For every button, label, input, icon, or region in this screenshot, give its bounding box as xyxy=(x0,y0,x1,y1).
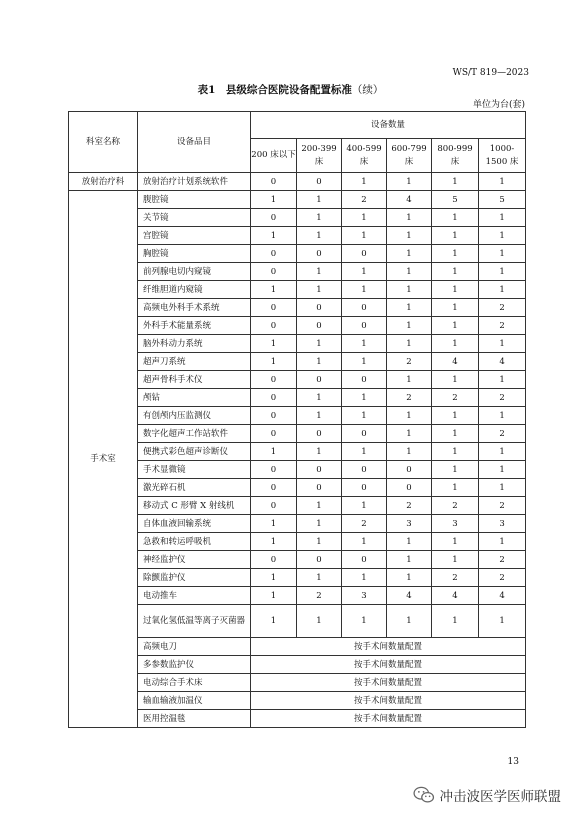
header-bed-col: 200 床以下 xyxy=(251,139,297,173)
value-cell: 1 xyxy=(342,173,387,191)
value-cell: 1 xyxy=(387,533,432,551)
value-cell: 3 xyxy=(342,587,387,605)
value-cell: 2 xyxy=(297,587,342,605)
value-cell: 1 xyxy=(297,263,342,281)
item-cell: 有创颅内压监测仪 xyxy=(138,407,251,425)
value-cell: 0 xyxy=(251,551,297,569)
header-bed-col: 400-599 床 xyxy=(342,139,387,173)
value-cell: 4 xyxy=(479,587,526,605)
value-cell: 1 xyxy=(479,281,526,299)
value-cell: 1 xyxy=(342,263,387,281)
value-cell: 1 xyxy=(251,335,297,353)
value-cell: 2 xyxy=(479,497,526,515)
value-cell: 3 xyxy=(479,515,526,533)
value-cell: 1 xyxy=(251,515,297,533)
value-cell: 0 xyxy=(251,389,297,407)
value-cell: 2 xyxy=(387,497,432,515)
value-cell: 1 xyxy=(479,407,526,425)
table-row xyxy=(69,245,526,263)
value-cell: 1 xyxy=(297,533,342,551)
value-cell: 1 xyxy=(387,371,432,389)
value-cell: 0 xyxy=(251,425,297,443)
value-cell: 1 xyxy=(342,389,387,407)
value-cell: 1 xyxy=(251,443,297,461)
span-cell: 按手术间数量配置 xyxy=(251,674,526,692)
value-cell: 2 xyxy=(479,389,526,407)
value-cell: 1 xyxy=(479,227,526,245)
value-cell: 1 xyxy=(387,407,432,425)
item-cell: 多参数监护仪 xyxy=(138,656,251,674)
table-row xyxy=(69,317,526,335)
value-cell: 0 xyxy=(342,425,387,443)
value-cell: 1 xyxy=(432,299,479,317)
item-cell: 超声骨科手术仪 xyxy=(138,371,251,389)
item-cell: 胸腔镜 xyxy=(138,245,251,263)
table-row xyxy=(69,299,526,317)
value-cell: 1 xyxy=(251,281,297,299)
value-cell: 0 xyxy=(342,299,387,317)
value-cell: 1 xyxy=(387,173,432,191)
value-cell: 1 xyxy=(387,551,432,569)
value-cell: 2 xyxy=(432,389,479,407)
value-cell: 1 xyxy=(297,227,342,245)
value-cell: 0 xyxy=(297,461,342,479)
item-cell: 除颤监护仪 xyxy=(138,569,251,587)
value-cell: 1 xyxy=(432,605,479,638)
value-cell: 0 xyxy=(251,479,297,497)
value-cell: 1 xyxy=(387,209,432,227)
item-cell: 数字化超声工作站软件 xyxy=(138,425,251,443)
table-row xyxy=(69,656,526,674)
value-cell: 1 xyxy=(432,245,479,263)
value-cell: 1 xyxy=(342,407,387,425)
value-cell: 0 xyxy=(251,407,297,425)
value-cell: 0 xyxy=(251,245,297,263)
value-cell: 1 xyxy=(387,227,432,245)
table-title-main: 表1 县级综合医院设备配置标准 xyxy=(197,84,352,96)
value-cell: 1 xyxy=(432,443,479,461)
value-cell: 1 xyxy=(479,245,526,263)
value-cell: 1 xyxy=(387,317,432,335)
value-cell: 0 xyxy=(342,371,387,389)
value-cell: 1 xyxy=(297,353,342,371)
value-cell: 0 xyxy=(251,263,297,281)
value-cell: 1 xyxy=(342,227,387,245)
header-bed-col: 800-999 床 xyxy=(432,139,479,173)
value-cell: 1 xyxy=(342,209,387,227)
value-cell: 2 xyxy=(342,515,387,533)
value-cell: 2 xyxy=(479,317,526,335)
value-cell: 0 xyxy=(342,245,387,263)
value-cell: 0 xyxy=(251,173,297,191)
item-cell: 宫腔镜 xyxy=(138,227,251,245)
value-cell: 1 xyxy=(432,317,479,335)
table-row xyxy=(69,191,526,209)
value-cell: 1 xyxy=(342,443,387,461)
value-cell: 1 xyxy=(387,443,432,461)
value-cell: 0 xyxy=(297,245,342,263)
value-cell: 2 xyxy=(479,425,526,443)
item-cell: 过氧化氢低温等离子灭菌器 xyxy=(138,605,251,638)
table-title-continued: （续） xyxy=(351,84,384,96)
value-cell: 1 xyxy=(297,569,342,587)
item-cell: 外科手术能量系统 xyxy=(138,317,251,335)
value-cell: 1 xyxy=(342,569,387,587)
value-cell: 1 xyxy=(479,461,526,479)
value-cell: 0 xyxy=(251,209,297,227)
table-row xyxy=(69,227,526,245)
value-cell: 1 xyxy=(479,371,526,389)
table-row xyxy=(69,173,526,191)
value-cell: 1 xyxy=(297,191,342,209)
value-cell: 1 xyxy=(479,533,526,551)
value-cell: 0 xyxy=(251,371,297,389)
value-cell: 1 xyxy=(297,605,342,638)
value-cell: 1 xyxy=(387,335,432,353)
table-row xyxy=(69,371,526,389)
value-cell: 1 xyxy=(251,605,297,638)
value-cell: 0 xyxy=(297,425,342,443)
header-dept: 科室名称 xyxy=(69,112,138,173)
value-cell: 2 xyxy=(387,353,432,371)
header-item: 设备品目 xyxy=(138,112,251,173)
item-cell: 放射治疗计划系统软件 xyxy=(138,173,251,191)
value-cell: 4 xyxy=(387,587,432,605)
header-bed-col: 600-799 床 xyxy=(387,139,432,173)
item-cell: 腹腔镜 xyxy=(138,191,251,209)
value-cell: 2 xyxy=(479,299,526,317)
value-cell: 5 xyxy=(432,191,479,209)
table-row xyxy=(69,551,526,569)
table-row xyxy=(69,692,526,710)
value-cell: 1 xyxy=(432,371,479,389)
table-row xyxy=(69,443,526,461)
item-cell: 输血输液加温仪 xyxy=(138,692,251,710)
table-row xyxy=(69,605,526,638)
value-cell: 1 xyxy=(479,443,526,461)
value-cell: 1 xyxy=(479,173,526,191)
value-cell: 1 xyxy=(479,479,526,497)
value-cell: 1 xyxy=(297,407,342,425)
item-cell: 脑外科动力系统 xyxy=(138,335,251,353)
value-cell: 1 xyxy=(342,533,387,551)
dept-cell: 手术室 xyxy=(69,191,138,728)
value-cell: 1 xyxy=(387,299,432,317)
watermark xyxy=(413,785,562,805)
table-row xyxy=(69,263,526,281)
value-cell: 0 xyxy=(387,479,432,497)
value-cell: 1 xyxy=(387,263,432,281)
value-cell: 2 xyxy=(342,191,387,209)
table-row xyxy=(69,425,526,443)
table-row xyxy=(69,479,526,497)
item-cell: 手术显微镜 xyxy=(138,461,251,479)
header-bed-col: 200-399 床 xyxy=(297,139,342,173)
table-row xyxy=(69,710,526,728)
equipment-table xyxy=(68,111,526,728)
value-cell: 1 xyxy=(251,533,297,551)
wechat-icon xyxy=(413,786,435,804)
value-cell: 0 xyxy=(342,461,387,479)
value-cell: 1 xyxy=(297,443,342,461)
value-cell: 1 xyxy=(297,497,342,515)
table-row xyxy=(69,497,526,515)
table-row xyxy=(69,515,526,533)
item-cell: 高频电外科手术系统 xyxy=(138,299,251,317)
span-cell: 按手术间数量配置 xyxy=(251,692,526,710)
value-cell: 2 xyxy=(387,389,432,407)
value-cell: 2 xyxy=(479,569,526,587)
value-cell: 1 xyxy=(387,605,432,638)
item-cell: 颅钻 xyxy=(138,389,251,407)
value-cell: 1 xyxy=(479,335,526,353)
value-cell: 1 xyxy=(432,209,479,227)
value-cell: 1 xyxy=(342,353,387,371)
value-cell: 1 xyxy=(432,281,479,299)
value-cell: 0 xyxy=(251,461,297,479)
value-cell: 0 xyxy=(297,299,342,317)
value-cell: 0 xyxy=(297,479,342,497)
value-cell: 1 xyxy=(432,335,479,353)
watermark-text: 冲击波医学医师联盟 xyxy=(439,789,561,805)
value-cell: 0 xyxy=(297,173,342,191)
value-cell: 1 xyxy=(297,515,342,533)
table-row xyxy=(69,335,526,353)
table-row xyxy=(69,209,526,227)
unit-note: 单位为台(套) xyxy=(472,100,525,110)
value-cell: 1 xyxy=(432,479,479,497)
item-cell: 神经监护仪 xyxy=(138,551,251,569)
item-cell: 便携式彩色超声诊断仪 xyxy=(138,443,251,461)
value-cell: 1 xyxy=(432,551,479,569)
value-cell: 0 xyxy=(251,497,297,515)
item-cell: 电动推车 xyxy=(138,587,251,605)
value-cell: 0 xyxy=(342,479,387,497)
table-row xyxy=(69,281,526,299)
value-cell: 1 xyxy=(297,335,342,353)
value-cell: 0 xyxy=(297,317,342,335)
value-cell: 1 xyxy=(387,569,432,587)
value-cell: 1 xyxy=(387,425,432,443)
value-cell: 1 xyxy=(342,497,387,515)
value-cell: 1 xyxy=(432,173,479,191)
value-cell: 1 xyxy=(432,263,479,281)
value-cell: 1 xyxy=(251,569,297,587)
span-cell: 按手术间数量配置 xyxy=(251,656,526,674)
value-cell: 1 xyxy=(251,191,297,209)
table-row xyxy=(69,587,526,605)
table-title xyxy=(0,82,581,97)
page-number: 13 xyxy=(507,757,519,767)
item-cell: 医用控温毯 xyxy=(138,710,251,728)
value-cell: 1 xyxy=(387,281,432,299)
document-code: WS/T 819—2023 xyxy=(452,68,529,78)
table-row xyxy=(69,569,526,587)
value-cell: 1 xyxy=(432,461,479,479)
item-cell: 激光碎石机 xyxy=(138,479,251,497)
header-bed-col: 1000-1500 床 xyxy=(479,139,526,173)
item-cell: 移动式 C 形臂 X 射线机 xyxy=(138,497,251,515)
value-cell: 1 xyxy=(479,209,526,227)
value-cell: 5 xyxy=(479,191,526,209)
value-cell: 1 xyxy=(432,227,479,245)
value-cell: 2 xyxy=(432,569,479,587)
value-cell: 4 xyxy=(432,587,479,605)
value-cell: 1 xyxy=(479,605,526,638)
header-quantity: 设备数量 xyxy=(251,112,526,139)
value-cell: 1 xyxy=(251,587,297,605)
value-cell: 0 xyxy=(251,299,297,317)
value-cell: 0 xyxy=(342,317,387,335)
value-cell: 4 xyxy=(432,353,479,371)
item-cell: 关节镜 xyxy=(138,209,251,227)
table-row xyxy=(69,353,526,371)
value-cell: 1 xyxy=(251,353,297,371)
value-cell: 1 xyxy=(387,245,432,263)
table-row xyxy=(69,638,526,656)
value-cell: 1 xyxy=(432,533,479,551)
value-cell: 1 xyxy=(297,389,342,407)
value-cell: 1 xyxy=(251,227,297,245)
table-row xyxy=(69,533,526,551)
item-cell: 超声刀系统 xyxy=(138,353,251,371)
value-cell: 3 xyxy=(387,515,432,533)
item-cell: 纤维胆道内窥镜 xyxy=(138,281,251,299)
value-cell: 2 xyxy=(479,551,526,569)
item-cell: 高频电刀 xyxy=(138,638,251,656)
table-row xyxy=(69,407,526,425)
item-cell: 自体血液回输系统 xyxy=(138,515,251,533)
value-cell: 4 xyxy=(479,353,526,371)
value-cell: 1 xyxy=(342,281,387,299)
value-cell: 1 xyxy=(342,335,387,353)
span-cell: 按手术间数量配置 xyxy=(251,638,526,656)
item-cell: 电动综合手术床 xyxy=(138,674,251,692)
table-row xyxy=(69,674,526,692)
value-cell: 1 xyxy=(342,605,387,638)
value-cell: 4 xyxy=(387,191,432,209)
value-cell: 2 xyxy=(432,497,479,515)
value-cell: 1 xyxy=(297,281,342,299)
value-cell: 0 xyxy=(387,461,432,479)
value-cell: 1 xyxy=(297,209,342,227)
value-cell: 1 xyxy=(479,263,526,281)
dept-cell: 放射治疗科 xyxy=(69,173,138,191)
value-cell: 0 xyxy=(297,551,342,569)
item-cell: 前列腺电切内窥镜 xyxy=(138,263,251,281)
value-cell: 1 xyxy=(432,425,479,443)
value-cell: 0 xyxy=(342,551,387,569)
value-cell: 0 xyxy=(251,317,297,335)
value-cell: 0 xyxy=(297,371,342,389)
span-cell: 按手术间数量配置 xyxy=(251,710,526,728)
table-row xyxy=(69,461,526,479)
value-cell: 3 xyxy=(432,515,479,533)
item-cell: 急救和转运呼吸机 xyxy=(138,533,251,551)
value-cell: 1 xyxy=(432,407,479,425)
table-row xyxy=(69,389,526,407)
